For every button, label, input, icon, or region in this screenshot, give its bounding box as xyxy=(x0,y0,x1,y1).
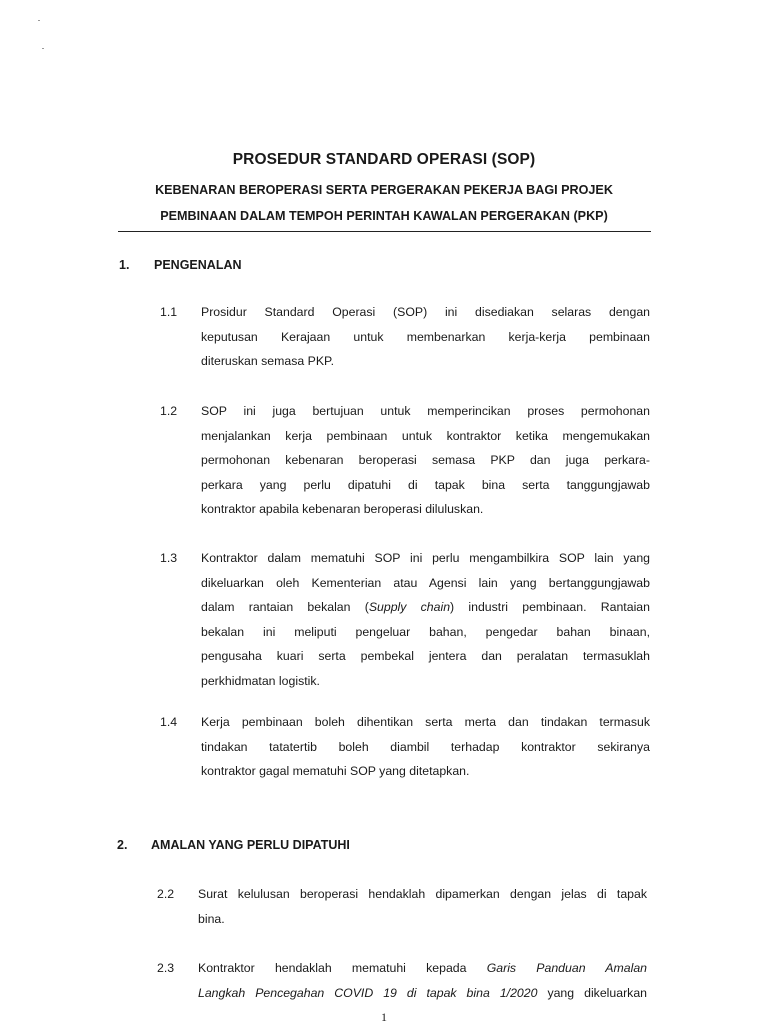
text-line: SOP ini juga bertujuan untuk memperincikan proses permohonan xyxy=(201,404,650,418)
paragraph-number: 2.3 xyxy=(157,961,175,975)
page-number: 1 xyxy=(381,1010,387,1024)
subtitle-line: KEBENARAN BEROPERASI SERTA PERGERAKAN PEKERJA BAGI PROJEK xyxy=(155,183,613,197)
text-line: Langkah Pencegahan COVID 19 di tapak bina 1/2020 yang dikeluarkan xyxy=(198,985,648,1000)
section-number: 2. xyxy=(117,838,128,852)
text-line: bekalan ini meliputi pengeluar bahan, pengedar bahan binaan, xyxy=(201,624,650,639)
text-line: dalam rantaian bekalan (Supply chain) industri pembinaan. Rantaian xyxy=(201,600,650,614)
paragraph-number: 1.4 xyxy=(160,715,178,729)
title-divider xyxy=(118,231,651,232)
section-number: 1. xyxy=(119,258,130,272)
text-line: keputusan Kerajaan untuk membenarkan kerja-kerja pembinaan xyxy=(201,329,650,344)
text-line: perkara yang perlu dipatuhi di tapak bina serta tanggungjawab xyxy=(201,477,650,492)
text-line: menjalankan kerja pembinaan untuk kontraktor ketika mengemukakan xyxy=(201,428,650,443)
italic-phrase: Langkah Pencegahan COVID 19 di tapak bina 1/2020 xyxy=(198,985,538,1000)
paragraph-number: 1.2 xyxy=(160,404,178,418)
subtitle-line: PEMBINAAN DALAM TEMPOH PERINTAH KAWALAN PERGERAKAN (PKP) xyxy=(160,209,608,223)
paragraph-number: 2.2 xyxy=(157,887,175,901)
paragraph-text xyxy=(201,399,650,522)
paragraph-number: 1.3 xyxy=(160,551,178,565)
italic-phrase: Supply chain xyxy=(368,600,451,614)
scan-speck xyxy=(42,48,44,49)
text-line: diteruskan semasa PKP. xyxy=(201,354,335,368)
document-subtitle xyxy=(0,177,768,229)
paragraph-text xyxy=(201,710,650,784)
scan-speck xyxy=(38,20,40,21)
text-line: pengusaha kuari serta pembekal jentera dan peralatan termasuklah xyxy=(201,649,650,663)
paragraph-number: 1.1 xyxy=(160,305,178,319)
paragraph-text xyxy=(198,956,647,1005)
text-line: permohonan kebenaran beroperasi semasa PKP dan juga perkara- xyxy=(201,453,650,467)
text-line: bina. xyxy=(198,911,225,926)
text-line: Kontraktor hendaklah mematuhi kepada Garis Panduan Amalan xyxy=(198,961,647,975)
text-line: kontraktor apabila kebenaran beroperasi diluluskan. xyxy=(201,502,484,516)
section-title: PENGENALAN xyxy=(154,258,242,272)
document-title: PROSEDUR STANDARD OPERASI (SOP) xyxy=(232,151,536,168)
text-line: Surat kelulusan beroperasi hendaklah dipamerkan dengan jelas di tapak xyxy=(198,887,647,901)
text-line: perkhidmatan logistik. xyxy=(201,673,320,688)
text-line: Kerja pembinaan boleh dihentikan serta merta dan tindakan termasuk xyxy=(201,715,650,729)
italic-phrase: Garis Panduan Amalan xyxy=(486,961,647,975)
text-line: Prosidur Standard Operasi (SOP) ini disediakan selaras dengan xyxy=(201,305,650,319)
section-title: AMALAN YANG PERLU DIPATUHI xyxy=(151,838,350,852)
paragraph-text xyxy=(201,300,650,374)
text-line: kontraktor gagal mematuhi SOP yang ditetapkan. xyxy=(201,764,470,778)
paragraph-text xyxy=(198,882,647,931)
text-line: Kontraktor dalam mematuhi SOP ini perlu mengambilkira SOP lain yang xyxy=(201,551,650,565)
text-line: dikeluarkan oleh Kementerian atau Agensi lain yang bertanggungjawab xyxy=(201,575,650,590)
paragraph-text xyxy=(201,546,650,693)
text-line: tindakan tatatertib boleh diambil terhadap kontraktor sekiranya xyxy=(201,739,650,754)
